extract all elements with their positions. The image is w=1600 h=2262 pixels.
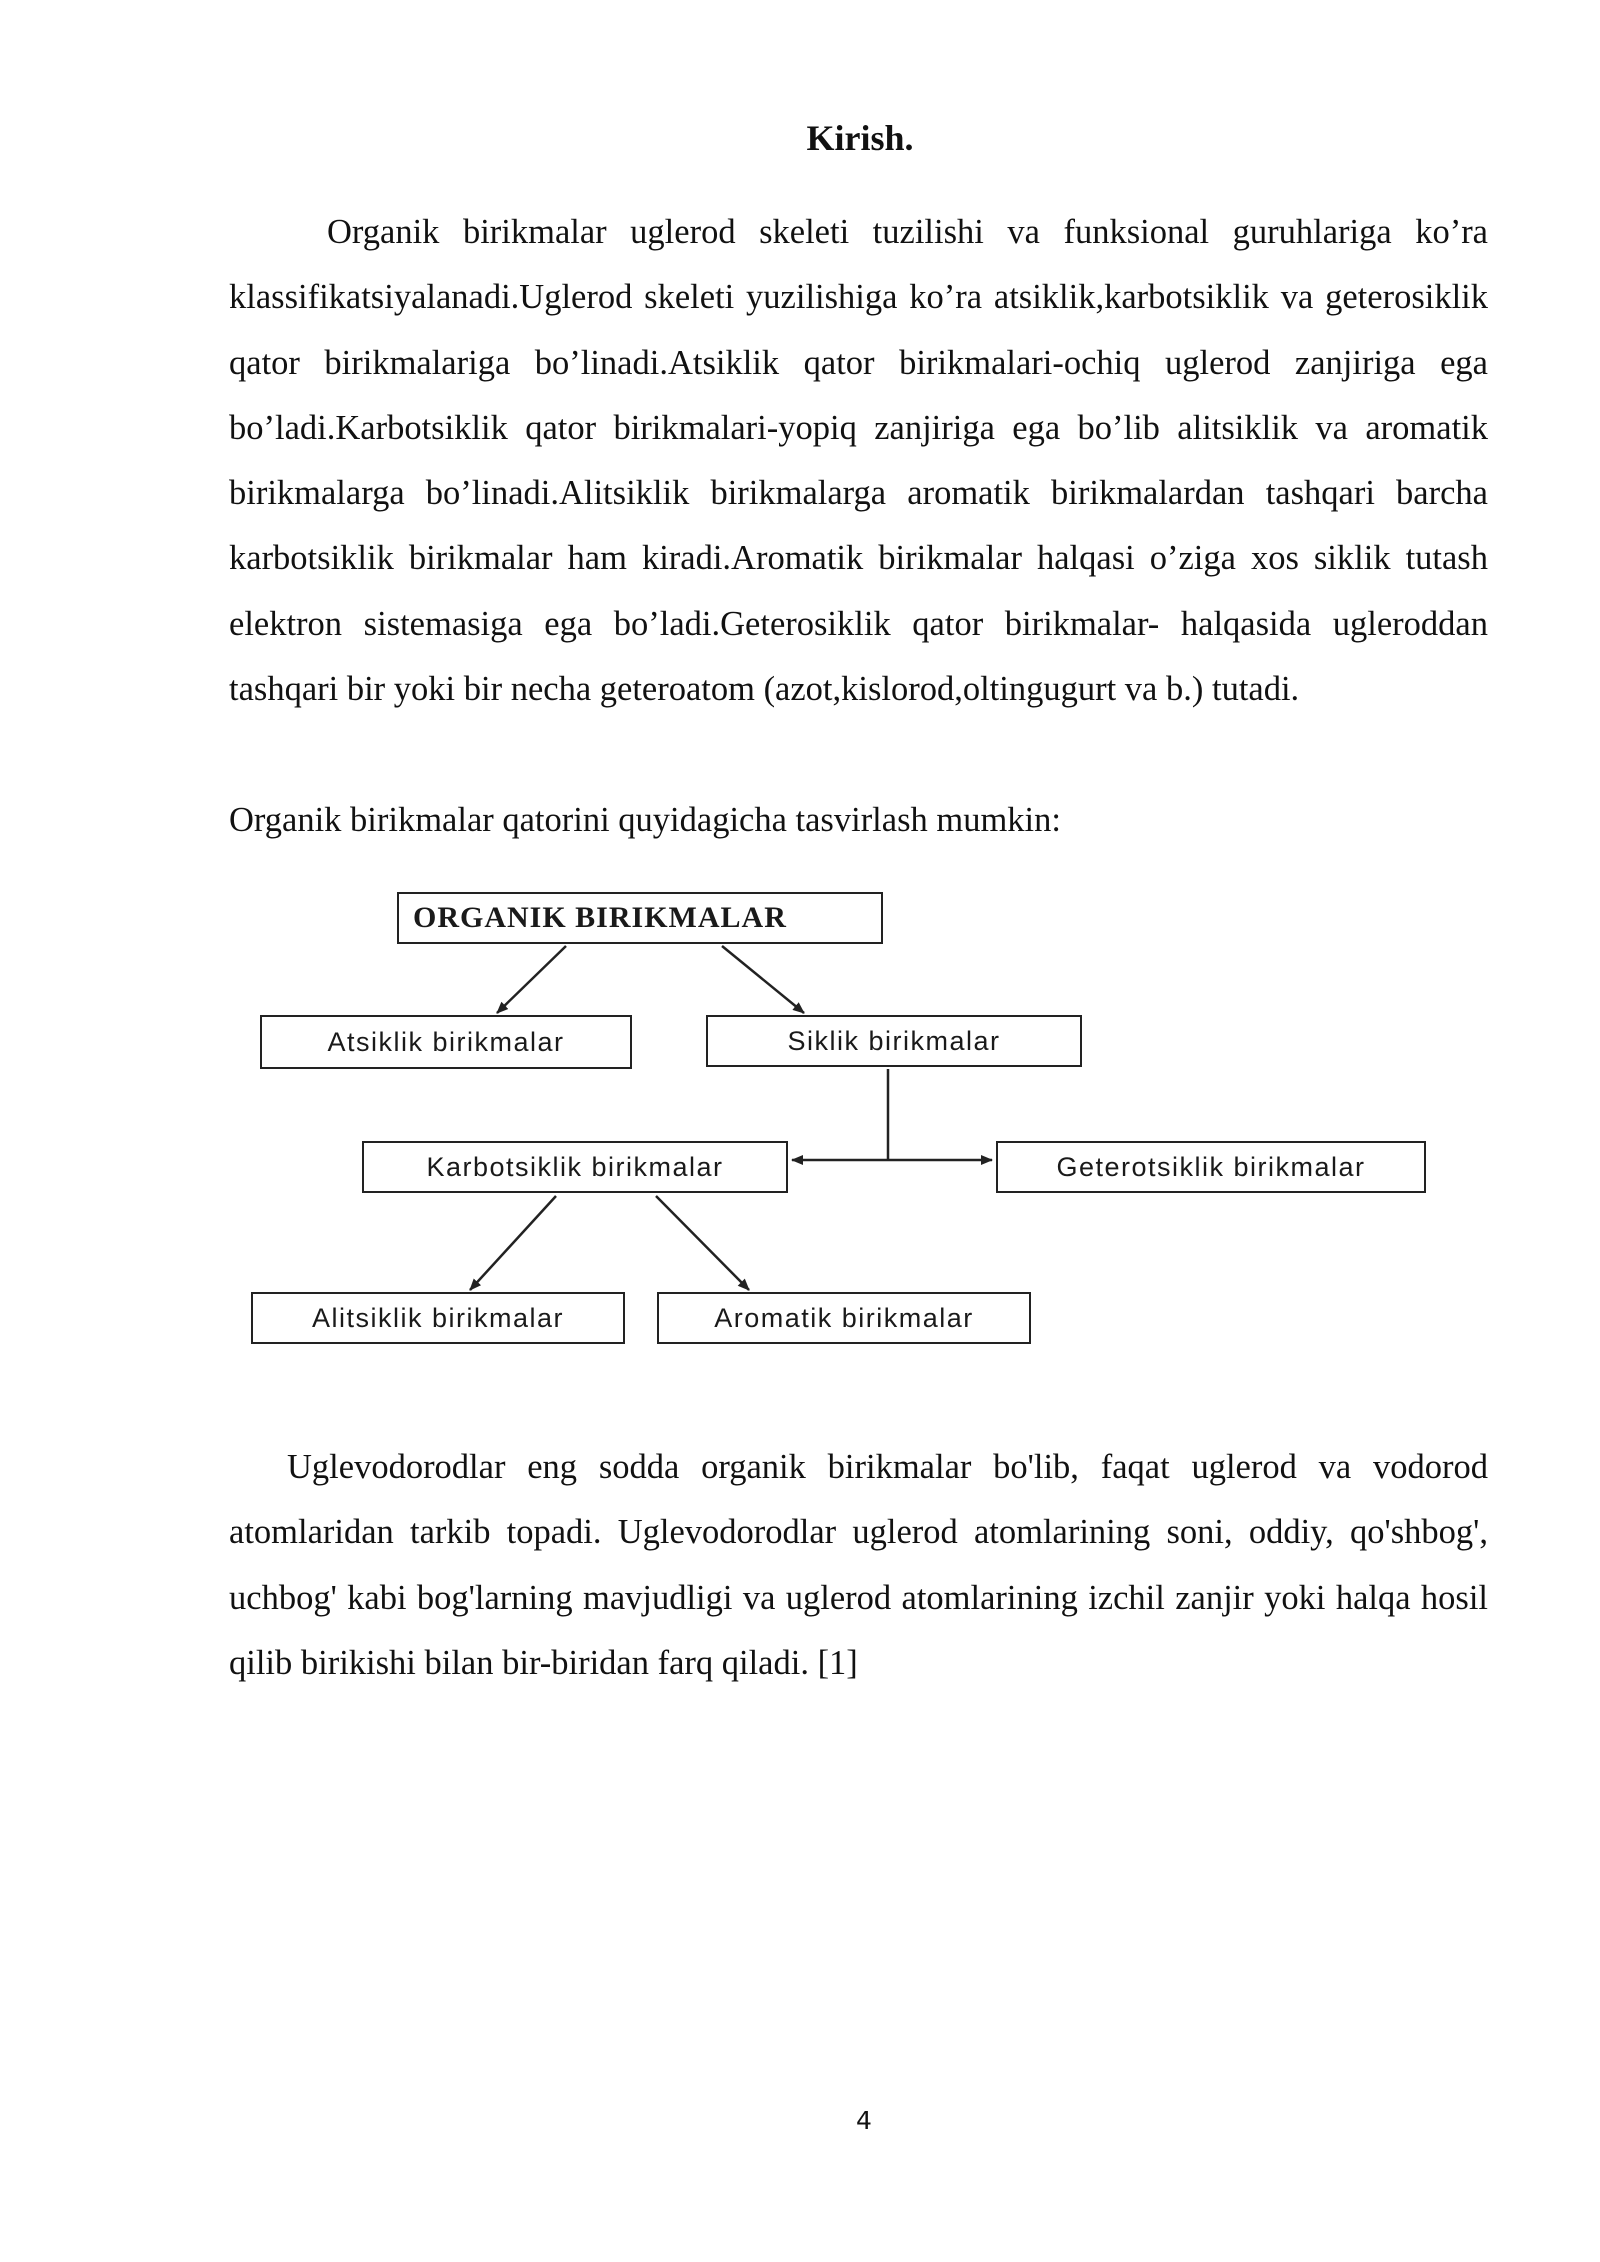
box-organik-birikmalar: ORGANIK BIRIKMALAR (397, 892, 883, 944)
arrow-karbotsiklik-to-aromatik (656, 1196, 749, 1290)
box-siklik-birikmalar: Siklik birikmalar (706, 1015, 1082, 1067)
box-geterotsiklik-birikmalar: Geterotsiklik birikmalar (996, 1141, 1426, 1193)
intro-paragraph: Organik birikmalar uglerod skeleti tuzilishi va funksional guruhlariga ko’ra klassifikatsiyalanadi.Uglerod skeleti yuzilishiga ko’ra atsiklik,karbotsiklik va geterosiklik qator birikmalariga bo’linadi.Atsiklik qator birikmalari-ochiq uglerod zanjiriga ega bo’ladi.Karbotsiklik qator birikmalari-yopiq zanjiriga ega bo’lib alitsiklik va aromatik birikmalarga bo’linadi.Alitsiklik birikmalarga aromatik birikmalardan tashqari barcha karbotsiklik birikmalar ham kiradi.Aromatik birikmalar halqasi o’ziga xos siklik tutash elektron sistemasiga ega bo’ladi.Geterosiklik qator birikmalar- halqasida ugleroddan tashqari bir yoki bir necha geteroatom (azot,kislorod,oltingugurt va b.) tutadi. (229, 213, 1488, 709)
box-alitsiklik-birikmalar: Alitsiklik birikmalar (251, 1292, 625, 1344)
hydrocarbons-paragraph: Uglevodorodlar eng sodda organik birikmalar bo'lib, faqat uglerod va vodorod atomlaridan tarkib topadi. Uglevodorodlar uglerod atomlarining soni, oddiy, qo'shbog', uchbog' kabi bog'larning mavjudligi va uglerod atomlarining izchil zanjir yoki halqa hosil qilib birikishi bilan bir-biridan farq qiladi. [1] (229, 1448, 1488, 1682)
arrow-root-to-atsiklik (497, 946, 566, 1013)
scheme-intro-paragraph: Organik birikmalar qatorini quyidagicha tasvirlash mumkin: (229, 801, 1061, 839)
box-karbotsiklik-birikmalar: Karbotsiklik birikmalar (362, 1141, 788, 1193)
page-title: Kirish. (806, 118, 914, 158)
arrow-root-to-siklik (722, 946, 804, 1013)
box-atsiklik-birikmalar: Atsiklik birikmalar (260, 1015, 632, 1069)
box-aromatik-birikmalar: Aromatik birikmalar (657, 1292, 1031, 1344)
page-number: 4 (856, 2106, 872, 2135)
arrow-karbotsiklik-to-alitsiklik (470, 1196, 556, 1290)
